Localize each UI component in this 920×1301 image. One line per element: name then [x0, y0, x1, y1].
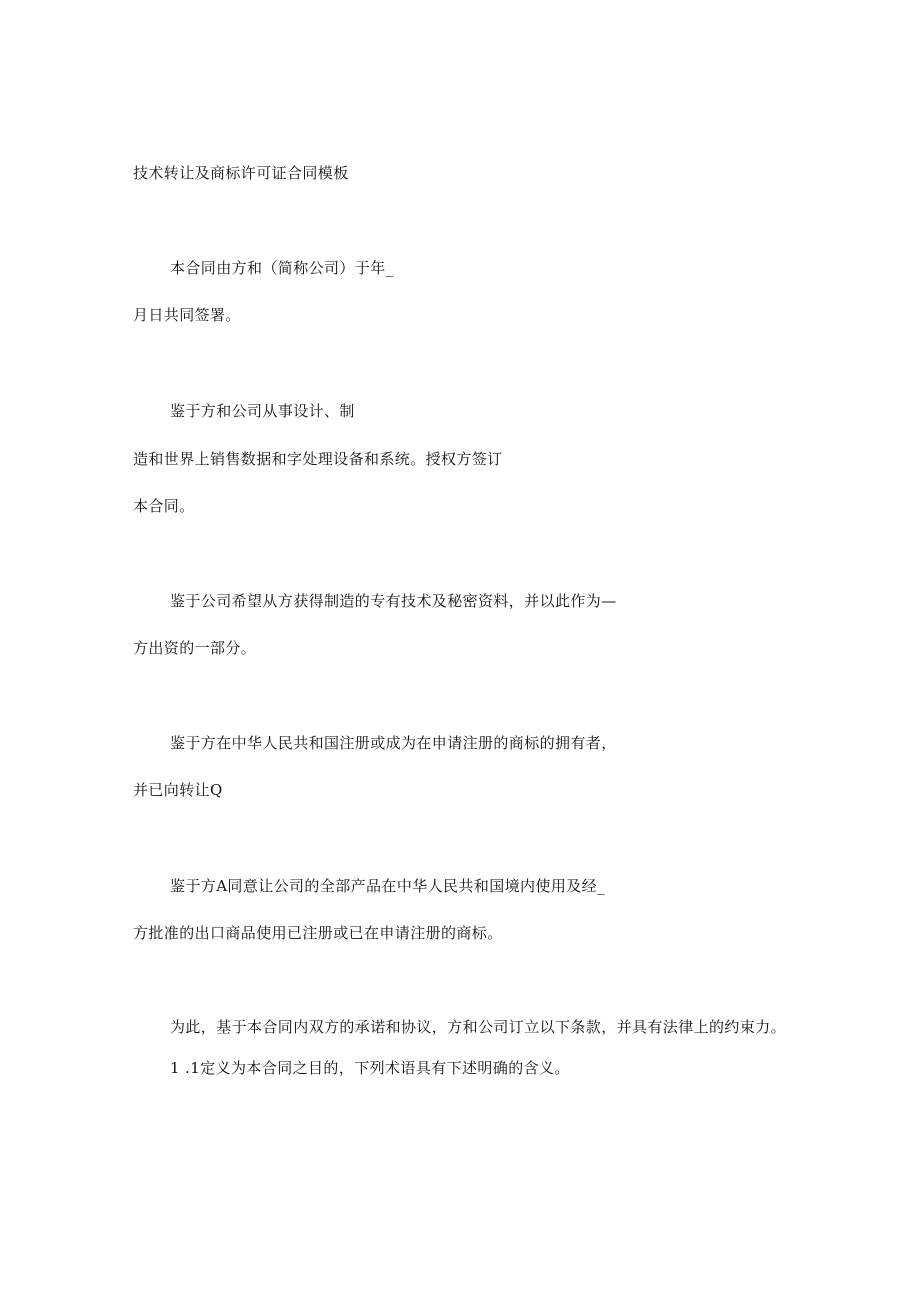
paragraph-line: 鉴于公司希望从方获得制造的专有技术及秘密资料，并以此作为— — [170, 592, 617, 610]
paragraph-line: 鉴于方在中华人民共和国注册或成为在申请注册的商标的拥有者， — [170, 734, 617, 752]
paragraph-line: 为此，基于本合同内双方的承诺和协议，方和公司订立以下条款，并具有法律上的约束力。 — [170, 1018, 787, 1036]
paragraph-line: 本合同由方和（简称公司）于年_ — [170, 259, 394, 277]
paragraph-line: 方批准的出口商品使用已注册或已在申请注册的商标。 — [133, 924, 503, 942]
paragraph-line: 月日共同签署。 — [133, 306, 241, 324]
paragraph-line: 并已向转让Q — [133, 781, 223, 799]
section-heading: 1 .1定义为本合同之目的，下列术语具有下述明确的含义。 — [170, 1059, 570, 1077]
paragraph-line: 本合同。 — [133, 497, 195, 515]
paragraph-line: 方出资的一部分。 — [133, 639, 257, 657]
paragraph-line: 鉴于方A同意让公司的全部产品在中华人民共和国境内使用及经_ — [170, 877, 605, 895]
paragraph-line: 造和世界上销售数据和字处理设备和系统。授权方签订 — [133, 450, 503, 468]
paragraph-line: 鉴于方和公司从事设计、制 — [170, 402, 355, 420]
document-title: 技术转让及商标许可证合同模板 — [133, 164, 349, 182]
